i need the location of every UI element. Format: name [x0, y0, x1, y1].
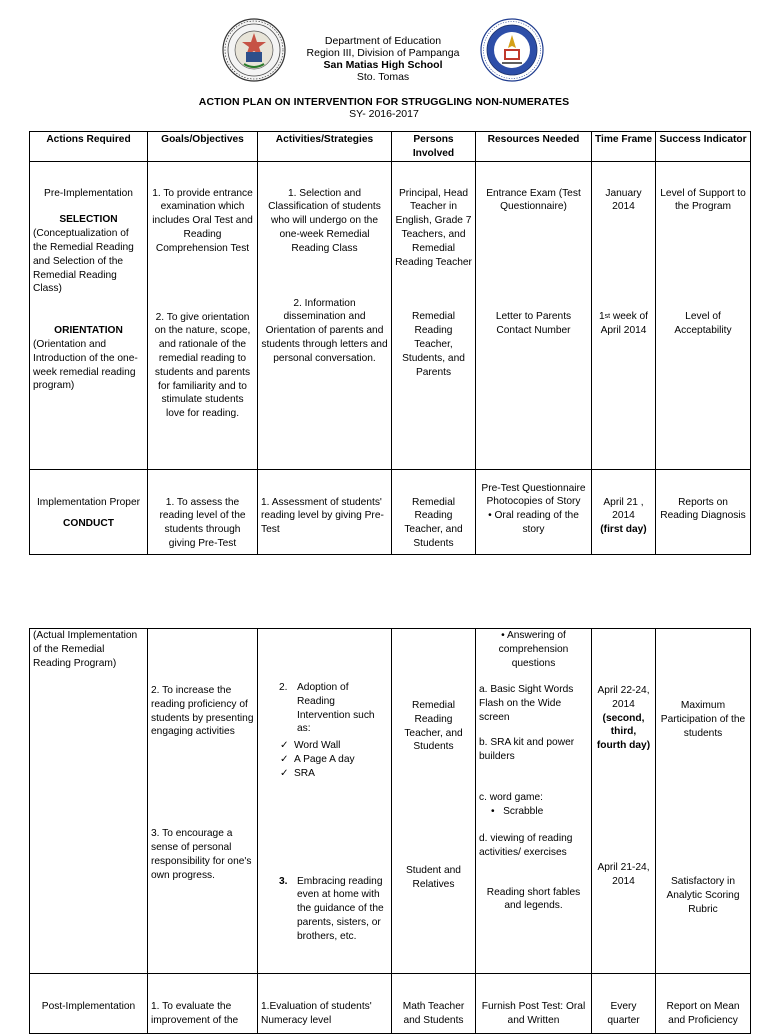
persons-text: Remedial Reading Teacher, and Students — [404, 700, 463, 753]
cell-activities — [258, 974, 392, 1034]
cell-goals — [148, 974, 258, 1034]
time-day-label: (first day) — [600, 524, 647, 536]
activity-item: 2. Adoption of Reading Intervention such as: — [279, 682, 375, 735]
pre-implementation-label: Pre-Implementation — [44, 187, 133, 199]
col-header-time: Time Frame — [592, 132, 656, 162]
cell-resources — [476, 974, 592, 1034]
persons-text: Math Teacher and Students — [402, 1001, 465, 1026]
goal-text: 2. To give orientation on the nature, scope, and rationale of the remedial reading to students and parents for familiarity and to stimulate students love for reading. — [154, 311, 251, 420]
resources-text: Pre-Test Questionnaire Photocopies of Story — [481, 482, 586, 508]
goal-text: 2. To increase the reading proficiency of students by presenting engaging activities — [151, 685, 254, 738]
resources-text: Letter to Parents Contact Number — [495, 311, 572, 336]
region-name: Region III, Division of Pampanga — [306, 47, 460, 59]
cell-time — [592, 469, 656, 554]
cell-resources — [476, 161, 592, 469]
implementation-label: Implementation Proper — [36, 496, 141, 508]
cell-indicator — [656, 161, 751, 469]
school-year: SY- 2016-2017 — [349, 108, 419, 120]
indicator-text: Level of Support to the Program — [660, 187, 746, 213]
resources-text: Entrance Exam (Test Questionnaire) — [486, 187, 581, 213]
cell-actions — [30, 161, 148, 469]
col-header-indicator: Success Indicator — [656, 132, 751, 162]
resources-bullet: • Oral reading of the story — [488, 510, 579, 535]
department-name: Department of Education — [324, 35, 442, 47]
cell-goals — [148, 629, 258, 974]
table-row — [30, 974, 751, 1034]
list-item: ✓ SRA — [294, 767, 388, 781]
activity-text: 1.Evaluation of students' Numeracy level — [261, 1001, 372, 1026]
school-name: San Matias High School — [323, 59, 443, 71]
time-text: Every quarter — [607, 1001, 640, 1026]
col-header-persons: Persons Involved — [392, 132, 476, 162]
cell-actions — [30, 629, 148, 974]
cell-activities — [258, 629, 392, 974]
table-row — [30, 161, 751, 469]
time-text: April 22-24, 2014 — [597, 685, 650, 710]
time-day-label: (second, third, fourth day) — [596, 712, 651, 752]
school-seal-logo — [222, 18, 286, 82]
resources-text: d. viewing of reading activities/ exercises — [479, 832, 573, 858]
goal-text: 1. To assess the reading level of the students through giving Pre-Test — [159, 496, 246, 549]
persons-text: Remedial Reading Teacher, and Students — [404, 496, 463, 549]
time-text: January 2014 — [605, 187, 642, 213]
col-header-actions: Actions Required — [30, 132, 148, 162]
goal-text: 3. To encourage a sense of personal responsibility for one's own progress. — [151, 828, 252, 881]
post-implementation-label: Post-Implementation — [41, 1001, 136, 1012]
list-item: ✓ Word Wall — [294, 739, 388, 753]
cell-persons — [392, 629, 476, 974]
col-header-goals: Goals/Objectives — [148, 132, 258, 162]
document-title: ACTION PLAN ON INTERVENTION FOR STRUGGLING NON-NUMERATES — [198, 96, 570, 108]
indicator-text: Satisfactory in Analytic Scoring Rubric — [666, 876, 740, 915]
selection-description: (Conceptualization of the Remedial Reading and Selection of the Remedial Reading Class) — [33, 228, 134, 295]
list-item: ✓ A Page A day — [294, 753, 388, 767]
resources-text: Furnish Post Test: Oral and Written — [481, 1001, 586, 1026]
activity-text: 1. Assessment of students' reading level by giving Pre-Test — [261, 496, 384, 536]
cell-actions — [30, 469, 148, 554]
town-name: Sto. Tomas — [356, 71, 410, 83]
deped-seal-logo — [480, 18, 544, 82]
resources-text: b. SRA kit and power builders — [479, 736, 575, 762]
conduct-heading: CONDUCT — [63, 518, 114, 530]
goal-text: 1. To evaluate the improvement of the — [151, 1001, 239, 1026]
cell-time — [592, 629, 656, 974]
cell-goals — [148, 161, 258, 469]
time-text: 1st week of April 2014 — [598, 311, 649, 336]
cell-indicator — [656, 469, 751, 554]
resources-bullet: • Scrabble — [491, 806, 544, 818]
cell-actions — [30, 974, 148, 1034]
table-row — [30, 469, 751, 554]
col-header-resources: Resources Needed — [476, 132, 592, 162]
selection-heading: SELECTION — [59, 214, 118, 226]
cell-indicator — [656, 629, 751, 974]
activity-text: 2. Information dissemination and Orientation of parents and students through letters and personal conversation. — [261, 297, 388, 364]
col-header-activities: Activities/Strategies — [258, 132, 392, 162]
table-row — [30, 629, 751, 974]
cell-time — [592, 161, 656, 469]
letterhead-text — [290, 35, 476, 83]
cell-resources — [476, 469, 592, 554]
activity-item: 3. Embracing reading even at home with the guidance of the parents, sisters, or brothers, etc. — [279, 875, 384, 942]
cell-resources — [476, 629, 592, 974]
resources-text: c. word game: — [479, 792, 543, 804]
persons-text: Principal, Head Teacher in English, Grade 7 Teachers, and Remedial Reading Teacher — [395, 187, 472, 268]
cell-time — [592, 974, 656, 1034]
cell-activities — [258, 161, 392, 469]
indicator-text: Level of Acceptability — [674, 311, 732, 336]
resources-bullet: • Answering of comprehension questions — [498, 630, 569, 669]
indicator-text: Report on Mean and Proficiency — [666, 1001, 740, 1026]
action-plan-table-page2 — [29, 628, 751, 1034]
indicator-text: Reports on Reading Diagnosis — [660, 496, 746, 522]
letterhead — [0, 18, 768, 92]
cell-persons — [392, 161, 476, 469]
cell-goals — [148, 469, 258, 554]
orientation-heading: ORIENTATION — [54, 325, 123, 337]
intervention-list — [261, 739, 388, 780]
cell-persons — [392, 974, 476, 1034]
goal-text: 1. To provide entrance examination which includes Oral Test and Reading Comprehension Test — [152, 187, 253, 254]
resources-text: Reading short fables and legends. — [486, 886, 581, 912]
persons-text: Remedial Reading Teacher, Students, and Parents — [402, 311, 465, 378]
actual-implementation-description: (Actual Implementation of the Remedial Reading Program) — [33, 630, 138, 669]
activity-text: 1. Selection and Classification of students who will undergo on the one-week Remedial Reading Class — [268, 187, 381, 254]
table-header-row — [30, 132, 751, 162]
resources-text: a. Basic Sight Words Flash on the Wide screen — [479, 684, 574, 723]
orientation-description: (Orientation and Introduction of the one-week remedial reading program) — [33, 338, 138, 392]
cell-indicator — [656, 974, 751, 1034]
time-text: April 21 , 2014 — [603, 496, 644, 522]
indicator-text: Maximum Participation of the students — [660, 700, 746, 739]
cell-activities — [258, 469, 392, 554]
action-plan-table-page1 — [29, 131, 751, 555]
persons-text: Student and Relatives — [406, 865, 461, 890]
cell-persons — [392, 469, 476, 554]
time-text: April 21-24, 2014 — [597, 861, 650, 887]
